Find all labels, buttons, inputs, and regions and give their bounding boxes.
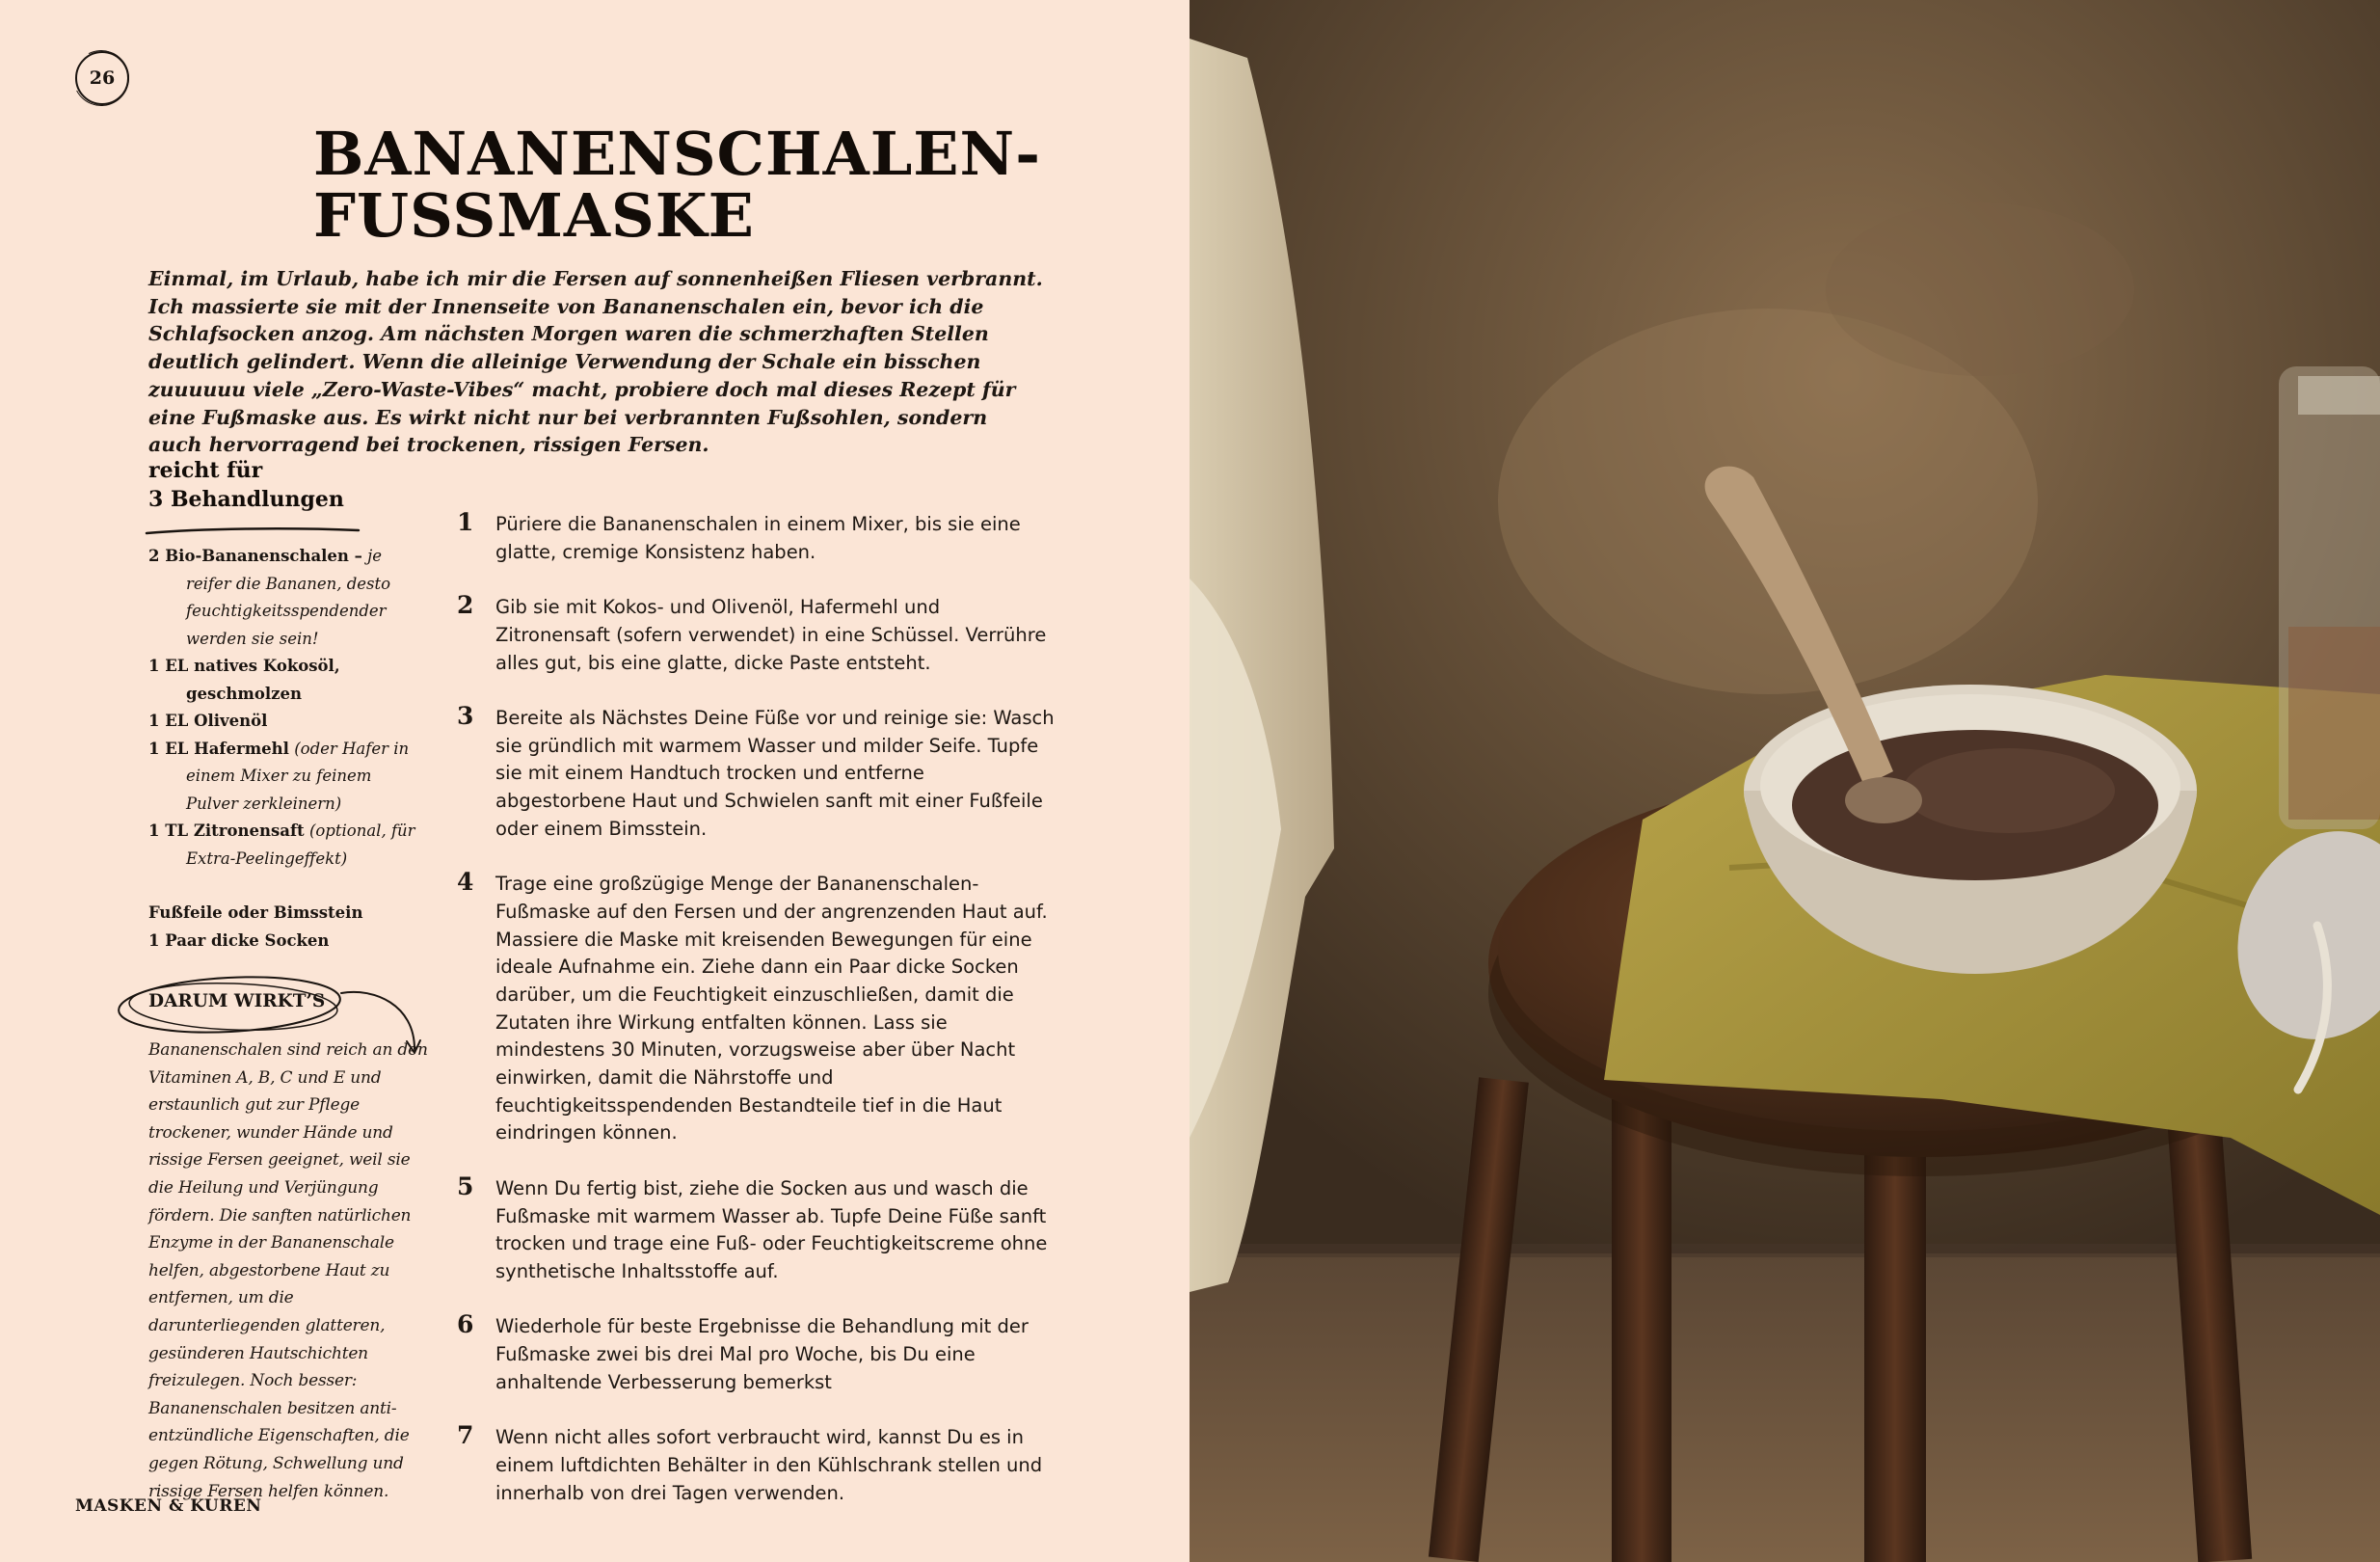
step-number: 7: [457, 1421, 474, 1450]
step-text: Trage eine großzügige Menge der Bananenschalen-Fußmaske auf den Fersen und der angrenzenden Haut auf. Massiere die Maske mit kreisenden Bewegungen für eine ideale Aufnahme ein. Ziehe dann ein Paar dicke Socken darüber, um die Feuchtigkeit einzuschließen, damit die Zutaten ihre Wirkung entfalten können. Lass sie mindestens 30 Minuten, vorzugsweise aber über Nacht einwirken, damit die Nährstoffe und feuchtigkeitsspendenden Bestandteile tief in die Haut eindringen können.: [495, 873, 1048, 1145]
page-number: 26: [75, 51, 129, 105]
serves-line-2: 3 Behandlungen: [148, 487, 344, 512]
step-number: 2: [457, 591, 474, 620]
serves-heading: [148, 456, 344, 514]
ingredient-item: [148, 900, 428, 928]
why-text: Bananenschalen sind reich an den Vitaminen A, B, C und E und erstaunlich gut zur Pflege trockener, wunder Hände und rissige Fersen geeignet, weil sie die Heilung und Verjüngung fördern. Die sanften natürlichen Enzyme in der Bananenschale helfen, abgestorbene Haut zu entfernen, um die darunterliegenden glatteren, gesünderen Hautschichten freizulegen. Noch besser: Bananenschalen besitzen anti-entzündliche Eigenschaften, die gegen Rötung, Schwellung und rissige Fersen helfen können.: [148, 1040, 428, 1501]
ingredient-item: [148, 928, 428, 956]
step-list: [457, 508, 1055, 1535]
step-text: Püriere die Bananenschalen in einem Mixer, bis sie eine glatte, cremige Konsistenz haben.: [495, 513, 1021, 563]
ingredient-name: 1 EL Olivenöl: [148, 712, 268, 730]
ingredient-name: 1 Paar dicke Socken: [148, 930, 330, 950]
underline-swoosh: [145, 525, 361, 538]
step-text: Wiederhole für beste Ergebnisse die Behandlung mit der Fußmaske zwei bis drei Mal pro Woche, bis Du eine anhaltende Verbesserung bemerkst: [495, 1315, 1029, 1393]
step-item: [457, 508, 1055, 566]
ingredient-name: 1 EL natives Kokosöl, geschmolzen: [148, 657, 340, 703]
ingredient-name: Fußfeile oder Bimsstein: [148, 903, 363, 922]
ingredient-item: [148, 543, 428, 653]
intro-text: Einmal, im Urlaub, habe ich mir die Fersen auf sonnenheißen Fliesen verbrannt. Ich massierte sie mit der Innenseite von Bananenschalen ein, bevor ich die Schlafsocken anzog. Am nächsten Morgen waren die schmerzhaften Stellen deutlich gelindert. Wenn die alleinige Verwendung der Schale ein bisschen zuuuuuu viele „Zero-Waste-Vibes“ macht, probiere doch mal dieses Rezept für eine Fußmaske aus. Es wirkt nicht nur bei verbrannten Fußsohlen, sondern auch hervorragend bei trockenen, rissigen Fersen.: [148, 267, 1043, 457]
ingredient-note: (optional, für Extra-Peelingeffekt): [186, 821, 415, 868]
step-text: Bereite als Nächstes Deine Füße vor und reinige sie: Wasch sie gründlich mit warmem Wasser und milder Seife. Tupfe sie mit einem Handtuch trocken und entferne abgestorbene Haut und Schwielen sanft mit einer Fußfeile oder einem Bimsstein.: [495, 706, 1055, 840]
step-item: [457, 1310, 1055, 1396]
ingredient-item: [148, 736, 428, 819]
step-text: Wenn nicht alles sofort verbraucht wird, kannst Du es in einem luftdichten Behälter in den Kühlschrank stellen und innerhalb von drei Tagen verwenden.: [495, 1426, 1043, 1504]
step-number: 4: [457, 868, 474, 897]
ingredient-note: (oder Hafer in einem Mixer zu feinem Pulver zerkleinern): [186, 739, 410, 813]
step-number: 1: [457, 508, 474, 536]
step-item: [457, 591, 1055, 677]
step-number: 6: [457, 1310, 474, 1339]
title-line-1: BANANENSCHALEN-: [313, 119, 1041, 189]
ingredient-list: [148, 543, 428, 955]
ingredient-name: 2 Bio-Bananenschalen –: [148, 547, 362, 565]
recipe-title: [313, 119, 1041, 251]
step-item: [457, 1421, 1055, 1507]
step-item: [457, 701, 1055, 844]
ingredient-item: [148, 818, 428, 873]
step-number: 5: [457, 1172, 474, 1200]
title-line-2: FUSSMASKE: [313, 180, 755, 251]
serves-line-1: reicht für: [148, 458, 263, 483]
ingredient-item: [148, 708, 428, 736]
ingredient-item: [148, 653, 428, 708]
step-number: 3: [457, 701, 474, 730]
step-item: [457, 1172, 1055, 1286]
ingredient-name: 1 TL Zitronensaft: [148, 821, 305, 840]
recipe-photo: [1190, 0, 2380, 1562]
step-text: Wenn Du fertig bist, ziehe die Socken aus und wasch die Fußmaske mit warmem Wasser ab. Tupfe Deine Füße sanft trocken und trage eine Fuß- oder Feuchtigkeitscreme ohne synthetische Inhaltsstoffe auf.: [495, 1176, 1048, 1282]
why-label: DARUM WIRKT’S: [148, 991, 326, 1011]
ingredient-name: 1 EL Hafermehl: [148, 739, 289, 758]
section-footer: MASKEN & KUREN: [75, 1496, 262, 1516]
step-text: Gib sie mit Kokos- und Olivenöl, Hafermehl und Zitronensaft (sofern verwendet) in eine Schüssel. Verrühre alles gut, bis eine glatte, dicke Paste entsteht.: [495, 596, 1047, 674]
ingredient-note: je reifer die Bananen, desto feuchtigkeitsspendender werden sie sein!: [186, 547, 391, 648]
step-item: [457, 868, 1055, 1147]
